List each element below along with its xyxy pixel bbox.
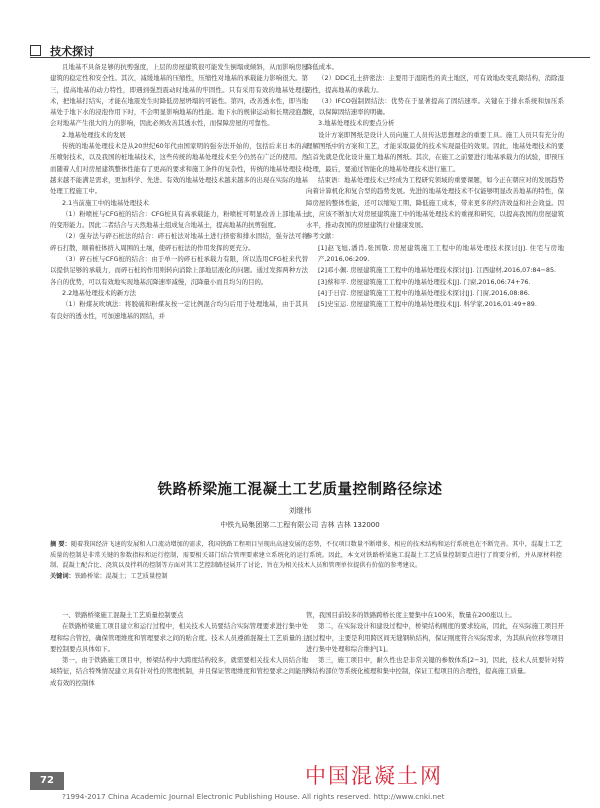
abstract-label: 摘 要： <box>50 541 71 548</box>
article-author: 刘继伟 <box>288 506 312 515</box>
page-number: 72 <box>30 772 64 790</box>
paragraph: （1）粉煤灰吹填法：将脱硫和粉煤灰按一定比例混合均匀后用于处理地基，由于其具有良好的透水性，可加速地基的固结，并 <box>50 300 308 320</box>
reference-item: [4]于日营. 房屋建筑施工工程中的地基处理技术探讨[J]. 门窗,2016,08:86. <box>318 288 530 297</box>
paragraph: 第二，在实际设计和建设过程中，桥梁结构刚度的要求较高，因此，在实际施工项目开展过程中，主要是利用跨区间无缝钢轨结构，保证刚度符合实际需求，为其纵向位移等项目进行集中处理和综合维护[1]。 <box>306 622 564 653</box>
paragraph: 第三，施工项目中，耐久性也是非常关键的参数体系[2−3]，因此，技术人员要针对特殊结构部位等系统化梳理和集中控制，保证工程项目的合理性，提高施工质量。 <box>306 656 564 676</box>
reference-item: [2]邓小佩. 房屋建筑施工工程中的地基处理技术探讨[J]. 江西建材,2016,07:84−85. <box>318 266 557 275</box>
paragraph: （2）DDC孔土挤密法：主要用于湿陷性的黄土地区，可有效地改变孔隙结构，消除湿陷性，提高地基的承载力。 <box>306 74 564 94</box>
article-affiliation: 中铁九局集团第二工程有限公司 吉林 吉林 132000 <box>220 521 380 529</box>
paragraph: 第一，由于铁路施工项目中，桥梁结构中大跨度结构较多，就需要相关技术人员结合地域特征，结合特殊情况建立具有针对性的管理机制，并且保证管理维度和管控要求之间能形成有效的控制体 <box>50 656 308 687</box>
upper-right-column <box>306 62 564 462</box>
abstract-block <box>50 540 562 582</box>
paragraph: 在铁路桥梁施工项目建立和运行过程中，相关技术人员要结合实际管理要求进行集中处理和综合管控，确保管理维度和管理要求之间的贴合度。技术人员遵循混凝土工艺质量的主要控制要点具体如下。 <box>50 622 308 653</box>
paragraph: 传统的地基处理技术是从20世纪60年代由国家明的强夯法开始的，包括后来日本的高压喷射技术，以及我国的桩地基技术，这些传统的地基处理技术至今仍然在广泛的使用。然而随着人们对房屋建筑整体性能有了更高的要求和施工条件的复杂性，传统的地基处理技术越来越不能满足需求，更加科学、先进、有效的地基处理技术越来越多的出现在实际的地基处理工程施工中。 <box>50 142 308 196</box>
paragraph: 降低成本。 <box>306 63 338 71</box>
lower-left-column <box>50 610 308 770</box>
section-label: 技术探讨 <box>50 45 95 58</box>
subheading: 2.2地基处理技术的新方法 <box>62 288 137 297</box>
reference-item: [5]史宝运. 房屋建筑施工工程中的地基处理技术[J]. 科学家,2016,01:49+89. <box>318 300 537 309</box>
article-title: 铁路桥梁施工混凝土工艺质量控制路径综述 <box>157 482 443 498</box>
running-header <box>30 40 590 58</box>
paragraph: （1）粉喷桩与CFG桩的结合：CFG桩具有高承载能力，粉喷桩可明显改善上部地基土的变形能力。因此二者结合与天然地基土组成复合地基土，提高地基的抗剪强度。 <box>50 209 308 230</box>
paragraph: （3）碎石桩与CFG桩的结合：由于单一的碎石桩承载力有限，所以选用CFG桩来代替以提供足够的承载力，而碎石桩的作用则转向消除上部地层液化的问题。通过发挥两种方法各自的优势，可以有效地实现地基沉降速率减慢，沉降量小而且均匀的目的。 <box>50 255 308 286</box>
paragraph: 管，我国目前较多的铁路跨桥长度主要集中在100米，数量在200座以上。 <box>306 611 516 619</box>
paragraph: 结束语：地基处理技术已经成为工程研究领域的重要课题，如今正在朝应对的发展趋势向着计算机化和复合型的趋势发展。先进的地基处理技术不仅能够明显改善地基的特性，保障房屋的整体性能，还可以缩短工期、降低施工成本，带来更多的经济效益和社会效益。因此，应该不断加大对房屋建筑施工中的地基处理技术的重视和研究，以提高我国的房屋建筑水平，推动我国的房屋建筑行业健康发展。 <box>306 175 564 230</box>
reference-item: [1]赵飞旭,潘肖,张国敬. 房屋建筑施工工程中的地基处理技术探讨[J]. 住宅与房地产,2016,06:209. <box>318 243 564 264</box>
paragraph: （2）强夯法与碎石桩法的结合：碎石桩法对地基土进行挤密和排水固结，强夯法可将碎石打散，顺着桩体挤入周围的土壤，使碎石桩法的作用发挥的更充分。 <box>50 232 308 252</box>
section-box-icon <box>30 45 41 56</box>
keywords-text: 铁路桥梁；混凝土；工艺质量控制 <box>74 572 168 580</box>
reference-item: [3]蔡和平. 房屋建筑施工工程中的地基处理技术[J]. 门窗,2016,06:74+76. <box>318 277 531 286</box>
keywords-label: 关键词： <box>50 572 75 580</box>
subheading: 2.1当前施工中的地基处理技术 <box>62 198 149 207</box>
lower-right-column <box>306 610 564 770</box>
header-rule <box>30 57 590 58</box>
paragraph: （3）IFCO强制固结法：优势在于显著提高了固结速率。关键在于排水系统和加压系统，以保障固结速率的明确。 <box>306 96 564 117</box>
article-header <box>30 478 570 530</box>
subheading: 2.地基处理技术的发展 <box>62 130 126 139</box>
upper-left-column <box>50 62 308 462</box>
references-heading: 参考文献： <box>306 232 338 241</box>
paragraph: 设计方案即图纸是设计人员向施工人员传达思想理念的重要工具。施工人员只有充分的理解图纸中的方案和工艺，才能采取最优的技术实现最佳的效果。因此，地基处理技术的要点首先就是优化设计施工地基的图纸。其次，在施工之前要进行地基承载力的试验，即预压处理，最后，要通过智能化的地基处理技术进行施工。 <box>306 130 564 173</box>
subheading: 一、铁路桥梁施工混凝土工艺质量控制要点 <box>62 611 184 619</box>
site-watermark: 中国混凝土网 <box>305 764 443 788</box>
copyright-footer: ?1994-2017 China Academic Journal Electronic Publishing House. All rights reserved. http://www.cnki.net <box>62 792 445 801</box>
abstract-text: 随着我国经济飞速的发展和人口流动增加的需求，我国铁路工程项目呈现出高速发展的态势，不仅项目数量不断增多，相应的技术结构和运行系统也在不断完善。其中，混凝土工艺质量的控制是非常关键的参数指标和运行控制，需要相关部门结合管理要素建立系统化的运行系统。因此，本文对铁路桥梁施工混凝土工艺质量控制要点进行了简要分析，并从原材料控制、混凝土配合比、浇筑以及拌料的控制等方面对其工艺控制路径展开了讨论，旨在为相关技术人员和管理单位提供有价值的参考建议。 <box>50 541 562 569</box>
paragraph: 且地基不具备足够的抗剪强度，上层的房屋建筑很可能发生倒塌或倾斜，从而影响房屋建筑的稳定性和安全性。其次，减缓地基的压缩性，压缩性对地基的承载能力影响很大。第三，提高地基的动力特性，即遇到强烈震动时地基的牢固性。只有采用有效的地基处理技术，把地基打结实，才能在地震发生时降低房屋坍塌的可能性。第四，改善透水性，即当地基处于地下水的浸泡作用下时，不会明显影响地基的性能。地下水的规律运动和长期浸泡都会对地基产生很大的力的影响，因此必须改善其透水性，而保障房屋的可靠性。 <box>50 63 308 128</box>
abstract <box>50 540 562 572</box>
subheading: 3.地基处理技术的要点分析 <box>318 119 395 128</box>
keywords <box>50 572 562 583</box>
